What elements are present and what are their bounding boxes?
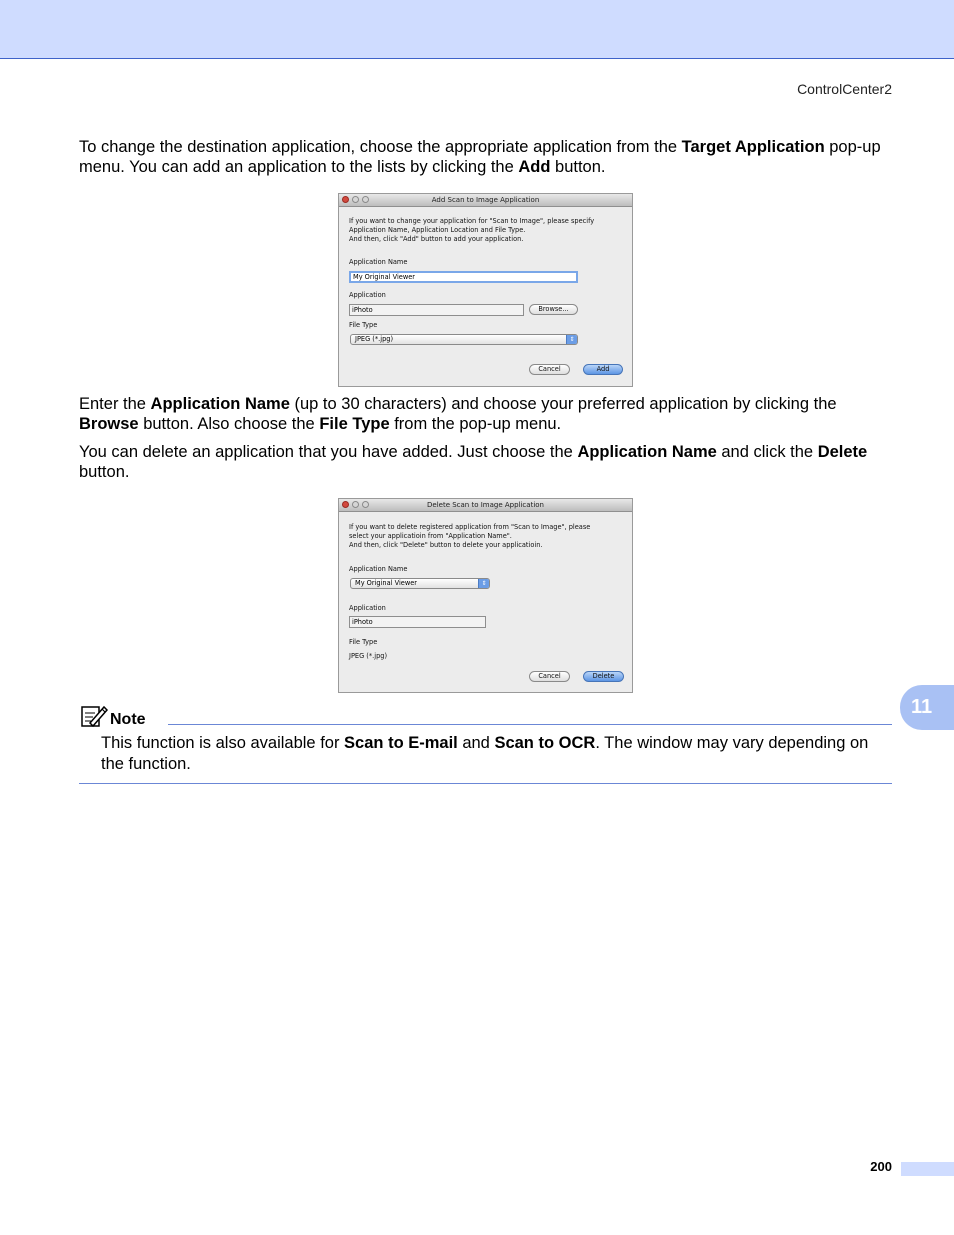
dialog-instructions: If you want to delete registered application from "Scan to Image", please select your applicatioin from "Application Name". And then, click "Delete" button to delete your applicatioin. bbox=[349, 523, 591, 549]
popup-arrows-icon: ⇕ bbox=[566, 335, 577, 344]
file-type-value: JPEG (*.jpg) bbox=[355, 335, 394, 343]
browse-button[interactable]: Browse... bbox=[529, 304, 578, 315]
dialog-titlebar bbox=[339, 194, 632, 207]
chapter-tab: 11 bbox=[900, 685, 954, 730]
file-type-label: File Type bbox=[349, 321, 378, 329]
dialog-instructions: If you want to change your application for "Scan to Image", please specify Application Name, Application Location and File Type. And then, click "Add" button to add your application. bbox=[349, 217, 595, 243]
cancel-button[interactable]: Cancel bbox=[529, 364, 570, 375]
note-bottom-rule bbox=[79, 783, 892, 784]
note-label: Note bbox=[110, 711, 146, 728]
running-header: ControlCenter2 bbox=[797, 81, 892, 97]
add-scan-to-image-dialog bbox=[338, 193, 633, 387]
note-top-rule bbox=[168, 724, 892, 725]
add-button[interactable]: Add bbox=[583, 364, 623, 375]
file-type-value: JPEG (*.jpg) bbox=[349, 652, 388, 660]
header-band bbox=[0, 0, 954, 59]
page-number: 200 bbox=[870, 1159, 892, 1174]
application-label: Application bbox=[349, 291, 386, 299]
application-name-input[interactable]: My Original Viewer bbox=[349, 271, 578, 283]
application-label: Application bbox=[349, 604, 386, 612]
paragraph-delete-app: You can delete an application that you have added. Just choose the Application Name and click the Delete button. bbox=[79, 443, 868, 481]
application-name-label: Application Name bbox=[349, 565, 408, 573]
note-text: This function is also available for Scan to E-mail and Scan to OCR. The window may vary depending on the function. bbox=[101, 734, 869, 773]
delete-scan-to-image-dialog bbox=[338, 498, 633, 693]
paragraph-change-destination: To change the destination application, choose the appropriate application from the Target Application pop-up menu. You can add an application to the lists by clicking the Add button. bbox=[79, 138, 881, 176]
dialog-title: Add Scan to Image Application bbox=[431, 196, 540, 204]
application-name-value: My Original Viewer bbox=[355, 579, 417, 587]
page-number-bar bbox=[901, 1162, 954, 1176]
file-type-popup[interactable] bbox=[350, 334, 578, 345]
dialog-title: Delete Scan to Image Application bbox=[427, 501, 544, 509]
application-name-popup[interactable] bbox=[350, 578, 490, 589]
dialog-titlebar bbox=[339, 499, 632, 512]
delete-button[interactable]: Delete bbox=[583, 671, 624, 682]
paragraph-enter-name: Enter the Application Name (up to 30 characters) and choose your preferred application by clicking the Browse button. Also choose the File Type from the pop-up menu. bbox=[79, 395, 837, 433]
file-type-label: File Type bbox=[349, 638, 378, 646]
note-pencil-icon bbox=[80, 704, 108, 733]
popup-arrows-icon: ⇕ bbox=[478, 579, 489, 588]
cancel-button[interactable]: Cancel bbox=[529, 671, 570, 682]
application-path-field: iPhoto bbox=[349, 304, 524, 316]
application-name-label: Application Name bbox=[349, 258, 408, 266]
application-path-field: iPhoto bbox=[349, 616, 486, 628]
